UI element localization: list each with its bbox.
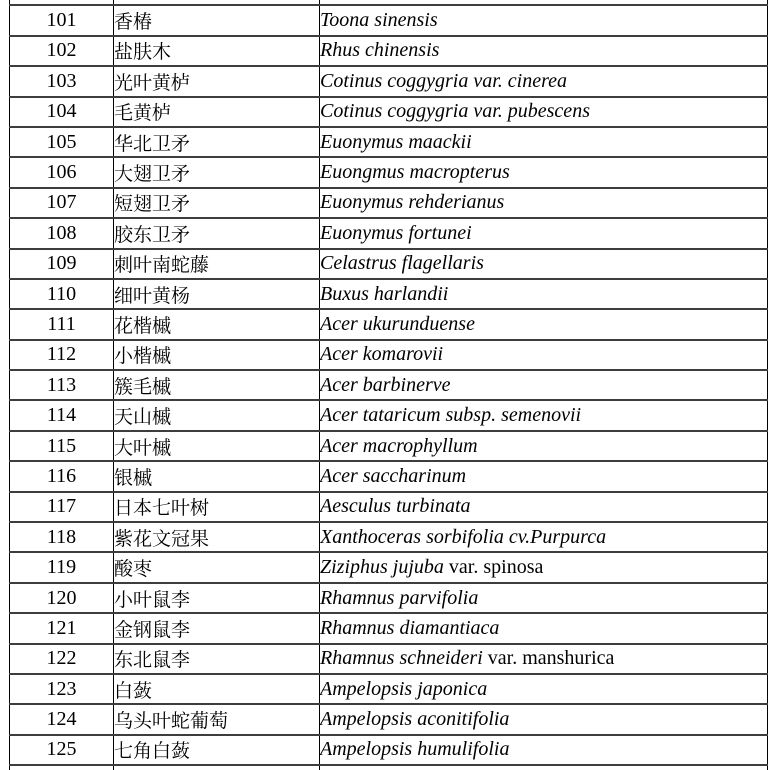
latin-name-italic-part: Toona sinensis xyxy=(320,9,438,32)
latin-name-italic-part: Euongmus macropterus xyxy=(320,161,510,184)
table-row xyxy=(10,674,768,704)
chinese-name-cell: 银槭 xyxy=(114,461,320,491)
chinese-name-cell: 白蔹 xyxy=(114,674,320,704)
chinese-name-cell: 香椿 xyxy=(114,5,320,35)
latin-name-cell xyxy=(320,340,768,370)
chinese-name-cell: 日本七叶树 xyxy=(114,492,320,522)
empty-number-cell xyxy=(10,765,114,770)
latin-name-cell xyxy=(320,97,768,127)
latin-name-italic-part: Euonymus maackii xyxy=(320,130,472,153)
latin-name-italic-part: Acer macrophyllum xyxy=(320,434,478,457)
row-number-cell: 124 xyxy=(10,704,114,734)
chinese-name-cell: 盐肤木 xyxy=(114,36,320,66)
chinese-name-cell: 小楷槭 xyxy=(114,340,320,370)
latin-name-italic-part: Celastrus flagellaris xyxy=(320,252,484,275)
latin-name-cell xyxy=(320,309,768,339)
latin-name-italic-part: Buxus harlandii xyxy=(320,282,449,305)
latin-name-cell xyxy=(320,492,768,522)
table-row xyxy=(10,461,768,491)
latin-name-cell xyxy=(320,644,768,674)
row-number-cell: 103 xyxy=(10,66,114,96)
row-number-cell: 118 xyxy=(10,522,114,552)
table-row xyxy=(10,36,768,66)
latin-name-cell xyxy=(320,279,768,309)
latin-name-cell xyxy=(320,36,768,66)
latin-name-italic-part: Aesculus turbinata xyxy=(320,495,471,518)
row-number-cell: 120 xyxy=(10,583,114,613)
latin-name-cell xyxy=(320,583,768,613)
latin-name-italic-part: Rhamnus schneideri xyxy=(320,647,483,670)
chinese-name-cell: 簇毛槭 xyxy=(114,370,320,400)
table-row xyxy=(10,704,768,734)
partial-row-bottom xyxy=(10,765,768,770)
row-number-cell: 108 xyxy=(10,218,114,248)
row-number-cell: 121 xyxy=(10,613,114,643)
latin-name-italic-part: Acer komarovii xyxy=(320,343,444,366)
table-row xyxy=(10,522,768,552)
latin-name-italic-part: Ziziphus jujuba xyxy=(320,556,444,579)
latin-name-italic-part: Euonymus fortunei xyxy=(320,221,472,244)
chinese-name-cell: 东北鼠李 xyxy=(114,644,320,674)
latin-name-cell xyxy=(320,674,768,704)
latin-name-cell xyxy=(320,66,768,96)
table-row xyxy=(10,431,768,461)
chinese-name-cell: 短翅卫矛 xyxy=(114,188,320,218)
table-row xyxy=(10,249,768,279)
chinese-name-cell: 刺叶南蛇藤 xyxy=(114,249,320,279)
latin-name-italic-part: Euonymus rehderianus xyxy=(320,191,505,214)
latin-name-cell xyxy=(320,188,768,218)
table-row xyxy=(10,97,768,127)
table-row xyxy=(10,613,768,643)
chinese-name-cell: 胶东卫矛 xyxy=(114,218,320,248)
row-number-cell: 117 xyxy=(10,492,114,522)
latin-name-cell xyxy=(320,461,768,491)
latin-name-cell xyxy=(320,704,768,734)
latin-name-cell xyxy=(320,552,768,582)
latin-name-italic-part: Ampelopsis aconitifolia xyxy=(320,708,510,731)
empty-latin-cell xyxy=(320,765,768,770)
row-number-cell: 119 xyxy=(10,552,114,582)
row-number-cell: 123 xyxy=(10,674,114,704)
row-number-cell: 122 xyxy=(10,644,114,674)
latin-name-cell xyxy=(320,431,768,461)
latin-name-italic-part: Ampelopsis japonica xyxy=(320,677,488,700)
table-row xyxy=(10,552,768,582)
latin-name-cell xyxy=(320,400,768,430)
row-number-cell: 106 xyxy=(10,157,114,187)
row-number-cell: 112 xyxy=(10,340,114,370)
table-row xyxy=(10,157,768,187)
latin-name-cell xyxy=(320,127,768,157)
row-number-cell: 116 xyxy=(10,461,114,491)
row-number-cell: 125 xyxy=(10,735,114,765)
latin-name-italic-part: Rhus chinensis xyxy=(320,39,440,62)
latin-name-roman-part: var. spinosa xyxy=(443,556,544,579)
row-number-cell: 115 xyxy=(10,431,114,461)
row-number-cell: 105 xyxy=(10,127,114,157)
chinese-name-cell: 乌头叶蛇葡萄 xyxy=(114,704,320,734)
chinese-name-cell: 光叶黄栌 xyxy=(114,66,320,96)
chinese-name-cell: 细叶黄杨 xyxy=(114,279,320,309)
table-row xyxy=(10,218,768,248)
plant-species-table xyxy=(9,0,768,770)
latin-name-cell xyxy=(320,613,768,643)
row-number-cell: 111 xyxy=(10,309,114,339)
chinese-name-cell: 七角白蔹 xyxy=(114,735,320,765)
table-row xyxy=(10,340,768,370)
latin-name-italic-part: Ampelopsis humulifolia xyxy=(320,738,510,761)
chinese-name-cell: 大叶槭 xyxy=(114,431,320,461)
table-row xyxy=(10,735,768,765)
table-row xyxy=(10,127,768,157)
chinese-name-cell: 天山槭 xyxy=(114,400,320,430)
chinese-name-cell: 紫花文冠果 xyxy=(114,522,320,552)
plant-table-body xyxy=(10,0,768,770)
chinese-name-cell: 金钢鼠李 xyxy=(114,613,320,643)
table-row xyxy=(10,309,768,339)
latin-name-cell xyxy=(320,522,768,552)
latin-name-italic-part: Acer ukurunduense xyxy=(320,312,475,335)
latin-name-italic-part: Xanthoceras sorbifolia cv.Purpurca xyxy=(320,525,607,548)
chinese-name-cell: 大翅卫矛 xyxy=(114,157,320,187)
table-row xyxy=(10,66,768,96)
row-number-cell: 102 xyxy=(10,36,114,66)
latin-name-italic-part: Cotinus coggygria var. cinerea xyxy=(320,69,568,92)
empty-chinese-cell xyxy=(114,765,320,770)
row-number-cell: 110 xyxy=(10,279,114,309)
chinese-name-cell: 华北卫矛 xyxy=(114,127,320,157)
latin-name-cell xyxy=(320,249,768,279)
chinese-name-cell: 酸枣 xyxy=(114,552,320,582)
chinese-name-cell: 花楷槭 xyxy=(114,309,320,339)
latin-name-italic-part: Rhamnus diamantiaca xyxy=(320,616,500,639)
latin-name-cell xyxy=(320,5,768,35)
chinese-name-cell: 毛黄栌 xyxy=(114,97,320,127)
table-row xyxy=(10,492,768,522)
row-number-cell: 101 xyxy=(10,5,114,35)
table-row xyxy=(10,279,768,309)
row-number-cell: 113 xyxy=(10,370,114,400)
row-number-cell: 107 xyxy=(10,188,114,218)
table-row xyxy=(10,5,768,35)
table-row xyxy=(10,400,768,430)
chinese-name-cell: 小叶鼠李 xyxy=(114,583,320,613)
latin-name-italic-part: Acer saccharinum xyxy=(320,464,467,487)
table-row xyxy=(10,583,768,613)
latin-name-italic-part: Rhamnus parvifolia xyxy=(320,586,479,609)
latin-name-roman-part: var. manshurica xyxy=(482,647,615,670)
row-number-cell: 114 xyxy=(10,400,114,430)
latin-name-cell xyxy=(320,735,768,765)
table-row xyxy=(10,644,768,674)
latin-name-italic-part: Cotinus coggygria var. pubescens xyxy=(320,100,590,123)
row-number-cell: 104 xyxy=(10,97,114,127)
latin-name-cell xyxy=(320,218,768,248)
table-row xyxy=(10,188,768,218)
latin-name-cell xyxy=(320,370,768,400)
row-number-cell: 109 xyxy=(10,249,114,279)
latin-name-cell xyxy=(320,157,768,187)
table-row xyxy=(10,370,768,400)
latin-name-italic-part: Acer tataricum subsp. semenovii xyxy=(320,404,582,427)
latin-name-italic-part: Acer barbinerve xyxy=(320,373,451,396)
